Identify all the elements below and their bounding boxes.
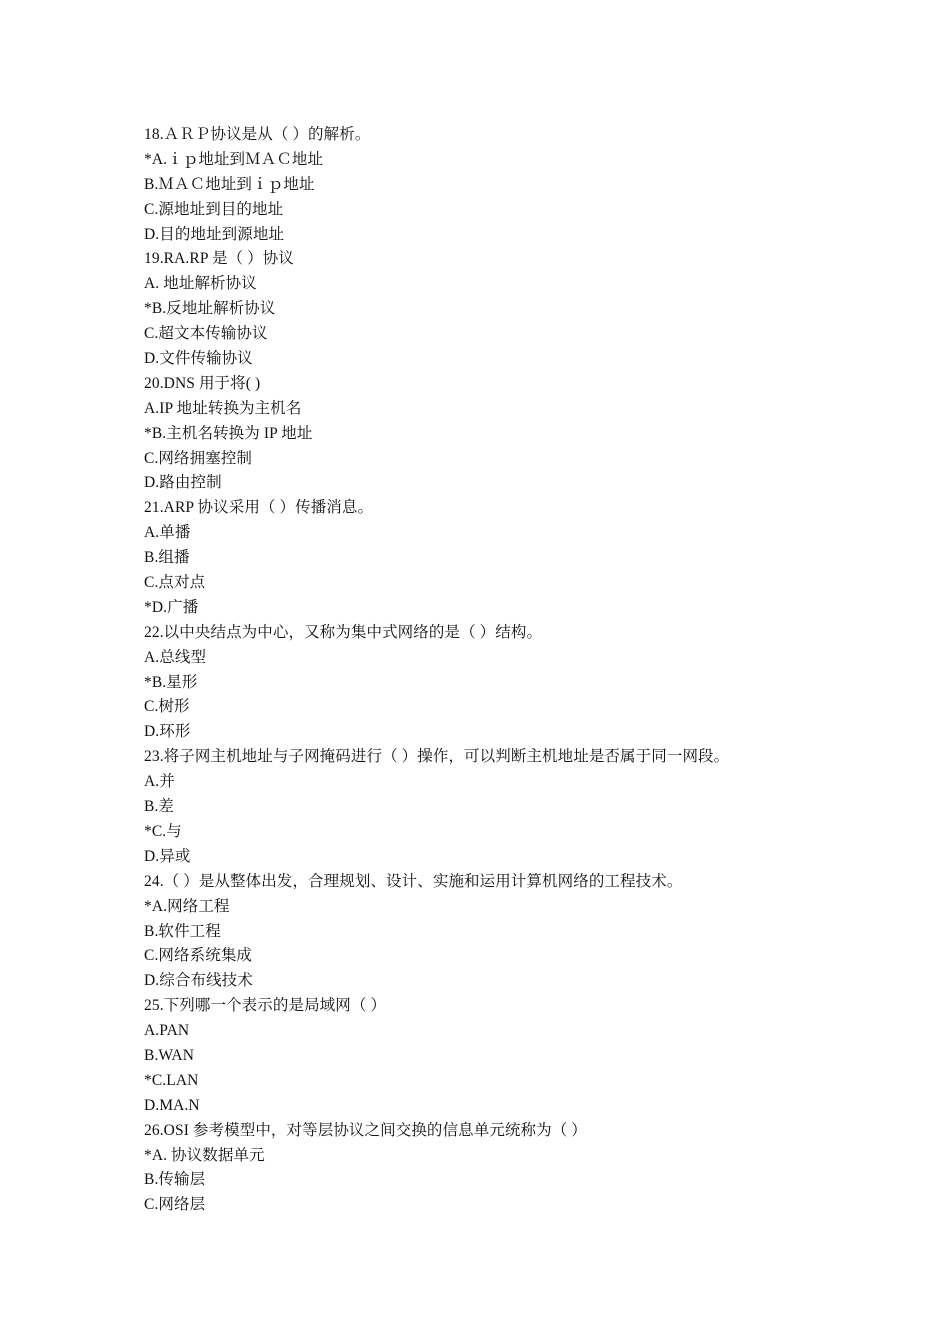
option-line: D.异或 — [144, 847, 191, 865]
question-20: 20.DNS 用于将( ) — [144, 374, 261, 392]
option-line: A. 地址解析协议 — [144, 275, 257, 293]
option-line: C.网络拥塞控制 — [144, 449, 253, 467]
question-23: 23.将子网主机地址与子网掩码进行（ ）操作，可以判断主机地址是否属于同一网段。 — [144, 748, 730, 766]
option-line: C.网络系统集成 — [144, 947, 253, 965]
question-21: 21.ARP 协议采用（ ）传播消息。 — [144, 499, 374, 517]
option-line: B.组播 — [144, 549, 190, 567]
question-26: 26.OSI 参考模型中，对等层协议之间交换的信息单元统称为（ ） — [144, 1121, 587, 1139]
option-line: *B.星形 — [144, 673, 198, 691]
option-line: D.综合布线技术 — [144, 972, 253, 990]
option-line: D.环形 — [144, 723, 191, 741]
option-line: D.目的地址到源地址 — [144, 225, 285, 243]
option-line: B.差 — [144, 798, 175, 816]
option-line: C.点对点 — [144, 574, 206, 592]
option-line: D.MA.N — [144, 1096, 200, 1114]
option-line: B.传输层 — [144, 1171, 206, 1189]
option-line: *C.LAN — [144, 1071, 199, 1089]
option-line: B.WAN — [144, 1046, 195, 1064]
option-line: B.ＭＡＣ地址到ｉｐ地址 — [144, 175, 315, 193]
option-line: *A.网络工程 — [144, 897, 230, 915]
option-line: *B.主机名转换为 IP 地址 — [144, 424, 313, 442]
option-line: C.超文本传输协议 — [144, 325, 268, 343]
option-line: A.IP 地址转换为主机名 — [144, 399, 302, 417]
question-18: 18.ＡＲＰ协议是从（ ）的解析。 — [144, 126, 371, 143]
question-25: 25.下列哪一个表示的是局域网（ ） — [144, 997, 387, 1015]
option-line: B.软件工程 — [144, 922, 221, 940]
question-19: 19.RA.RP 是（ ）协议 — [144, 250, 294, 268]
option-line: A.PAN — [144, 1022, 190, 1040]
option-line: *A. 协议数据单元 — [144, 1146, 265, 1164]
option-line: A.总线型 — [144, 648, 207, 666]
option-line: *D.广播 — [144, 598, 199, 616]
option-line: *A.ｉｐ地址到ＭＡＣ地址 — [144, 150, 324, 168]
option-line: *B.反地址解析协议 — [144, 300, 276, 318]
question-24: 24.（ ）是从整体出发，合理规划、设计、实施和运用计算机网络的工程技术。 — [144, 872, 683, 890]
option-line: D.路由控制 — [144, 474, 222, 492]
question-list — [144, 123, 824, 1218]
question-22: 22.以中央结点为中心，又称为集中式网络的是（ ）结构。 — [144, 623, 543, 641]
option-line: C.树形 — [144, 698, 190, 716]
option-line: A.并 — [144, 773, 175, 791]
option-line: D.文件传输协议 — [144, 350, 253, 368]
option-line: A.单播 — [144, 524, 191, 542]
option-line: C.网络层 — [144, 1196, 206, 1214]
option-line: C.源地址到目的地址 — [144, 200, 284, 218]
option-line: *C.与 — [144, 822, 182, 840]
